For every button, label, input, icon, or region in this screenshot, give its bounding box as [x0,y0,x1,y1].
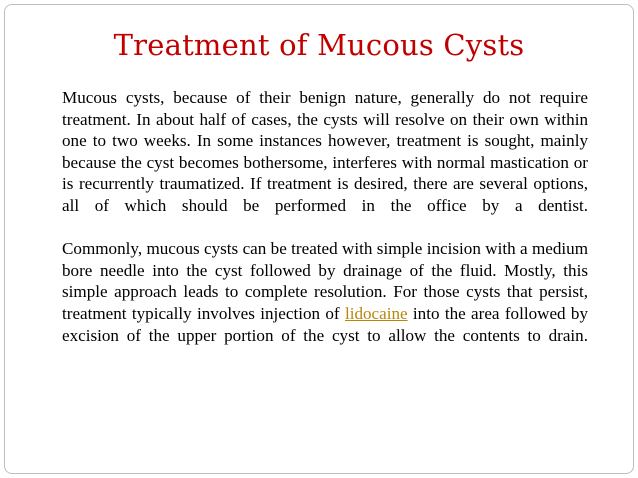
slide-body [62,87,588,346]
paragraph-untreated-resolution: Mucous cysts, because of their benign nature, generally do not require treatment. In about half of cases, the cysts will resolve on their own within one to two weeks. In some instances however, treatment is sought, mainly because the cyst becomes bothersome, interferes with normal mastication or is recurrently traumatized. If treatment is desired, there are several options, all of which should be performed in the office by a dentist. [62,88,588,215]
paragraph-treatment-text-end: into the area followed by excision of the upper portion of the cyst to allow the contents to drain. [62,303,589,345]
slide-title: Treatment of Mucous Cysts [113,28,525,62]
lidocaine-link[interactable]: lidocaine [344,303,408,323]
paragraph-treatment-options [62,238,588,346]
paragraph-treatment-text-start: Commonly, mucous cysts can be treated with simple incision with a medium bore needle into the cyst followed by drainage of the fluid. Mostly, this simple approach leads to complete resolution. For those cysts that persist, treatment typically involves injection of [62,239,588,323]
